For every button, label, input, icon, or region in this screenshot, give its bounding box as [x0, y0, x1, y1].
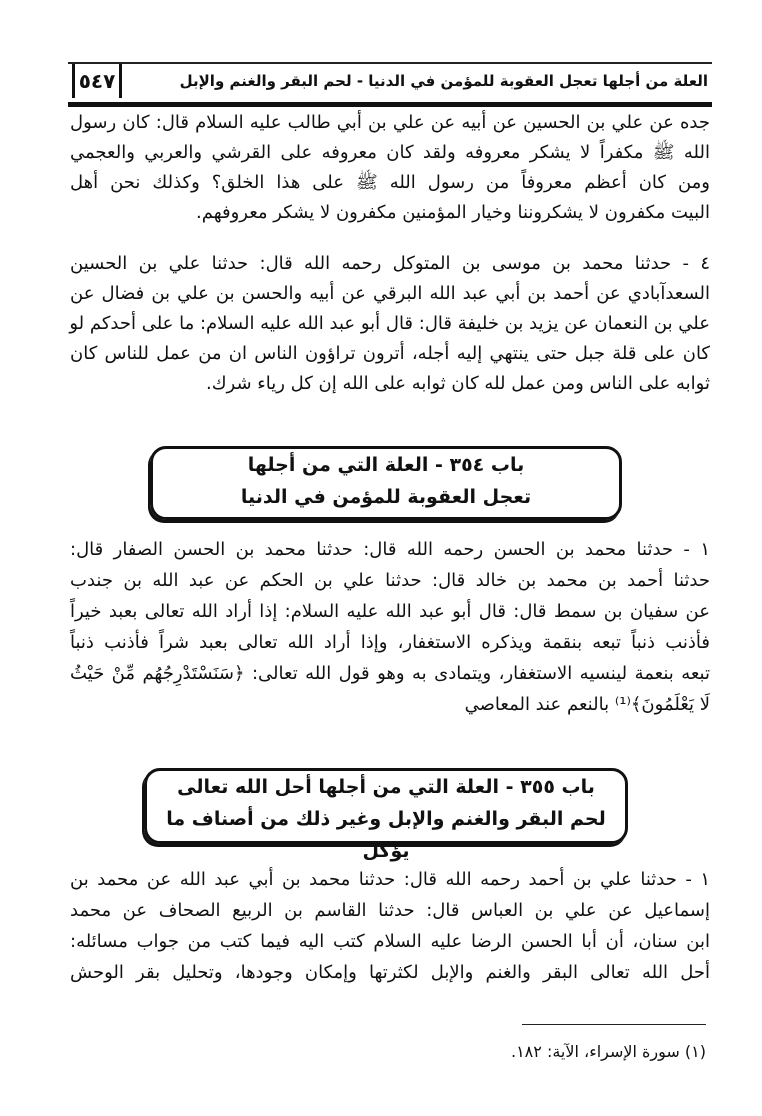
chapter-heading-354 — [150, 446, 622, 520]
text-line: ومن كان أعظم معروفاً من رسول الله ﷺ على هذا الخلق؟ وكذلك نحن أهل — [70, 172, 710, 193]
text-line: علي بن النعمان عن يزيد بن خليفة قال: قال أبو عبد الله عليه السلام: ما على أحدكم لو — [69, 313, 710, 334]
chapter-title-line: باب ٣٥٥ - العلة التي من أجلها أحل الله تعالى — [177, 776, 595, 798]
text-line: السعدآبادي عن أحمد بن أبي عبد الله البرقي عن أبيه والحسن بن علي بن فضال عن — [70, 283, 710, 304]
footnote: (١) سورة الإسراء، الآية: ١٨٢. — [510, 1042, 706, 1061]
text-line: لَا يَعْلَمُونَ﴾⁽¹⁾ بالنعم عند المعاصي — [464, 694, 710, 715]
page-number: ٥٤٧ — [72, 64, 122, 98]
text-line: ٤ - حدثنا محمد بن موسى بن المتوكل رحمه الله قال: حدثنا علي بن الحسين — [70, 253, 710, 274]
running-title: العلة من أجلها تعجل العقوبة للمؤمن في الدنيا - لحم البقر والغنم والإبل — [179, 72, 708, 90]
chapter-title-line: باب ٣٥٤ - العلة التي من أجلها — [247, 454, 525, 476]
text-line: أحل الله تعالى البقر والغنم والإبل لكثرتها وإمكان وجودها، وتحليل بقر الوحش — [70, 962, 710, 983]
text-line: تبعه بنعمة لينسيه الاستغفار، ويتمادى به وهو قول الله تعالى: ﴿سَنَسْتَدْرِجُهُم مِّنْ حَيْثُ — [70, 663, 710, 684]
text-line: إسماعيل عن علي بن العباس قال: حدثنا القاسم بن الربيع الصحاف عن محمد — [70, 900, 710, 921]
text-line: حدثنا أحمد بن محمد بن خالد قال: حدثنا علي بن الحكم عن عبد الله بن جندب — [70, 570, 710, 591]
running-header — [68, 62, 712, 107]
chapter-heading-355 — [144, 768, 628, 862]
text-line: جده عن علي بن الحسين عن أبيه عن علي بن أبي طالب عليه السلام قال: كان رسول — [70, 112, 710, 133]
text-line: ١ - حدثنا محمد بن الحسن رحمه الله قال: حدثنا محمد بن الحسن الصفار قال: — [70, 539, 710, 560]
text-line: عن سفيان بن سمط قال: قال أبو عبد الله عليه السلام: إذا أراد الله تعالى بعبد خيراً — [70, 601, 710, 622]
text-line: فأذنب ذنباً تبعه بنقمة ويذكره الاستغفار، وإذا أراد الله تعالى بعبد شراً فأذنب ذنباً — [70, 632, 710, 653]
text-line: البيت مكفرون لا يشكروننا وخيار المؤمنين مكفرون لا يشكر معروفهم. — [196, 202, 710, 223]
text-line: الله ﷺ مكفراً لا يشكر معروفه ولقد كان معروفه على القرشي والعربي والعجمي — [70, 142, 710, 163]
chapter-title-line: لحم البقر والغنم والإبل وغير ذلك من أصناف ما يؤكل — [166, 808, 606, 862]
footnote-divider — [522, 1024, 706, 1025]
chapter-title-line: تعجل العقوبة للمؤمن في الدنيا — [240, 486, 532, 508]
text-line: ١ - حدثنا علي بن أحمد رحمه الله قال: حدثنا محمد بن أبي عبد الله عن محمد بن — [70, 869, 710, 890]
text-line: ابن سنان، أن أبا الحسن الرضا عليه السلام كتب اليه فيما كتب من جواب مسائله: — [70, 931, 710, 952]
text-line: ثوابه على الناس ومن عمل لله كان ثوابه على الله إن كل رياء شرك. — [205, 373, 710, 394]
text-line: كان على قلة جبل حتى ينتهي إليه أجله، أترون تراؤون الناس ان من عمل للناس كان — [70, 343, 710, 364]
